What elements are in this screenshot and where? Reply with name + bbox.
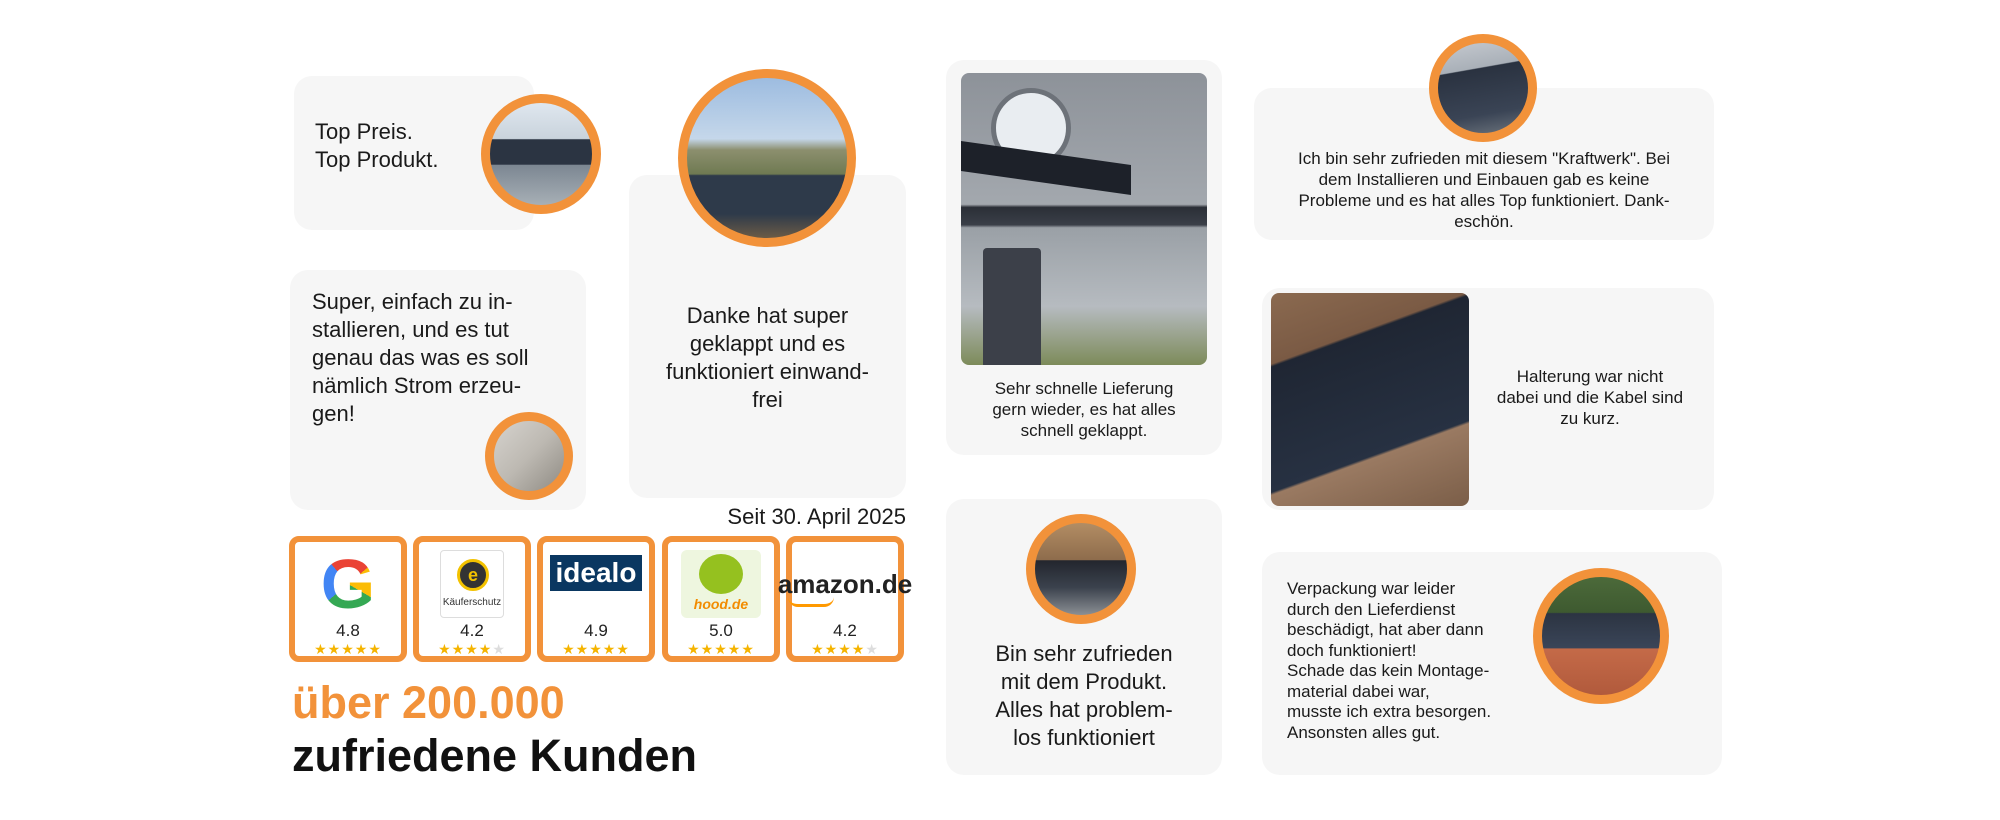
google-logo-icon: G xyxy=(320,545,376,623)
headline-count: über 200.000 xyxy=(292,677,565,728)
rating-idealo xyxy=(537,536,655,662)
rating-trusted-shops xyxy=(413,536,531,662)
hood-logo-icon: hood.de xyxy=(668,548,774,620)
star-icon: ★★★★★ xyxy=(314,641,382,657)
headline-subtitle: zufriedene Kunden xyxy=(292,730,698,781)
rating-score: 4.9 xyxy=(584,621,608,640)
star-icon: ★★★★★ xyxy=(562,641,630,657)
customer-photo-2 xyxy=(485,412,573,500)
review-text-7: Halterung war nicht dabei und die Kabel sind zu kurz. xyxy=(1496,367,1684,428)
trusted-shops-logo-icon: e Käuferschutz xyxy=(419,548,525,620)
review-text-6: Ich bin sehr zufrieden mit diesem "Kraftwerk". Bei dem Installieren und Einbauen gab es keine Probleme und es hat alles Top funktioniert. Dank- eschön. xyxy=(1297,149,1671,231)
star-icon: ★★★★★ xyxy=(687,641,755,657)
amazon-logo-icon: amazon.de xyxy=(792,548,898,620)
rating-score: 4.2 xyxy=(833,621,857,640)
star-icon: ★★★★★ xyxy=(438,641,506,657)
customer-photo-6 xyxy=(1429,34,1537,142)
customer-photo-3 xyxy=(678,69,856,247)
customer-photo-1 xyxy=(481,94,601,214)
review-text-4: Sehr schnelle Lieferung gern wieder, es hat alles schnell geklappt. xyxy=(992,379,1176,440)
star-icon: ★★★★★ xyxy=(811,641,879,657)
since-label: Seit 30. April 2025 xyxy=(727,504,906,529)
rating-score: 4.2 xyxy=(460,621,484,640)
customer-photo-5 xyxy=(1026,514,1136,624)
rating-hood xyxy=(662,536,780,662)
idealo-logo-icon: idealo xyxy=(543,548,649,620)
customer-photo-4 xyxy=(961,73,1207,365)
review-text-3: Danke hat super geklappt und es funktioniert einwand- frei xyxy=(665,303,869,412)
rating-score: 5.0 xyxy=(709,621,733,640)
rating-google xyxy=(289,536,407,662)
review-text-2: Super, einfach zu in- stallieren, und es tut genau das was es soll nämlich Strom erzeu- gen! xyxy=(312,289,529,426)
review-text-1: Top Preis. Top Produkt. xyxy=(315,119,439,172)
customer-photo-7 xyxy=(1271,293,1469,506)
rating-score: 4.8 xyxy=(336,621,360,640)
customer-photo-8 xyxy=(1533,568,1669,704)
rating-amazon xyxy=(777,536,913,662)
review-text-8: Verpackung war leider durch den Lieferdienst beschädigt, hat aber dann doch funktioniert! Schade das kein Montage- material dabei war, musste ich extra besorgen. Ansonsten alles gut. xyxy=(1287,579,1492,742)
review-text-5: Bin sehr zufrieden mit dem Produkt. Alles hat problem- los funktioniert xyxy=(995,641,1173,750)
